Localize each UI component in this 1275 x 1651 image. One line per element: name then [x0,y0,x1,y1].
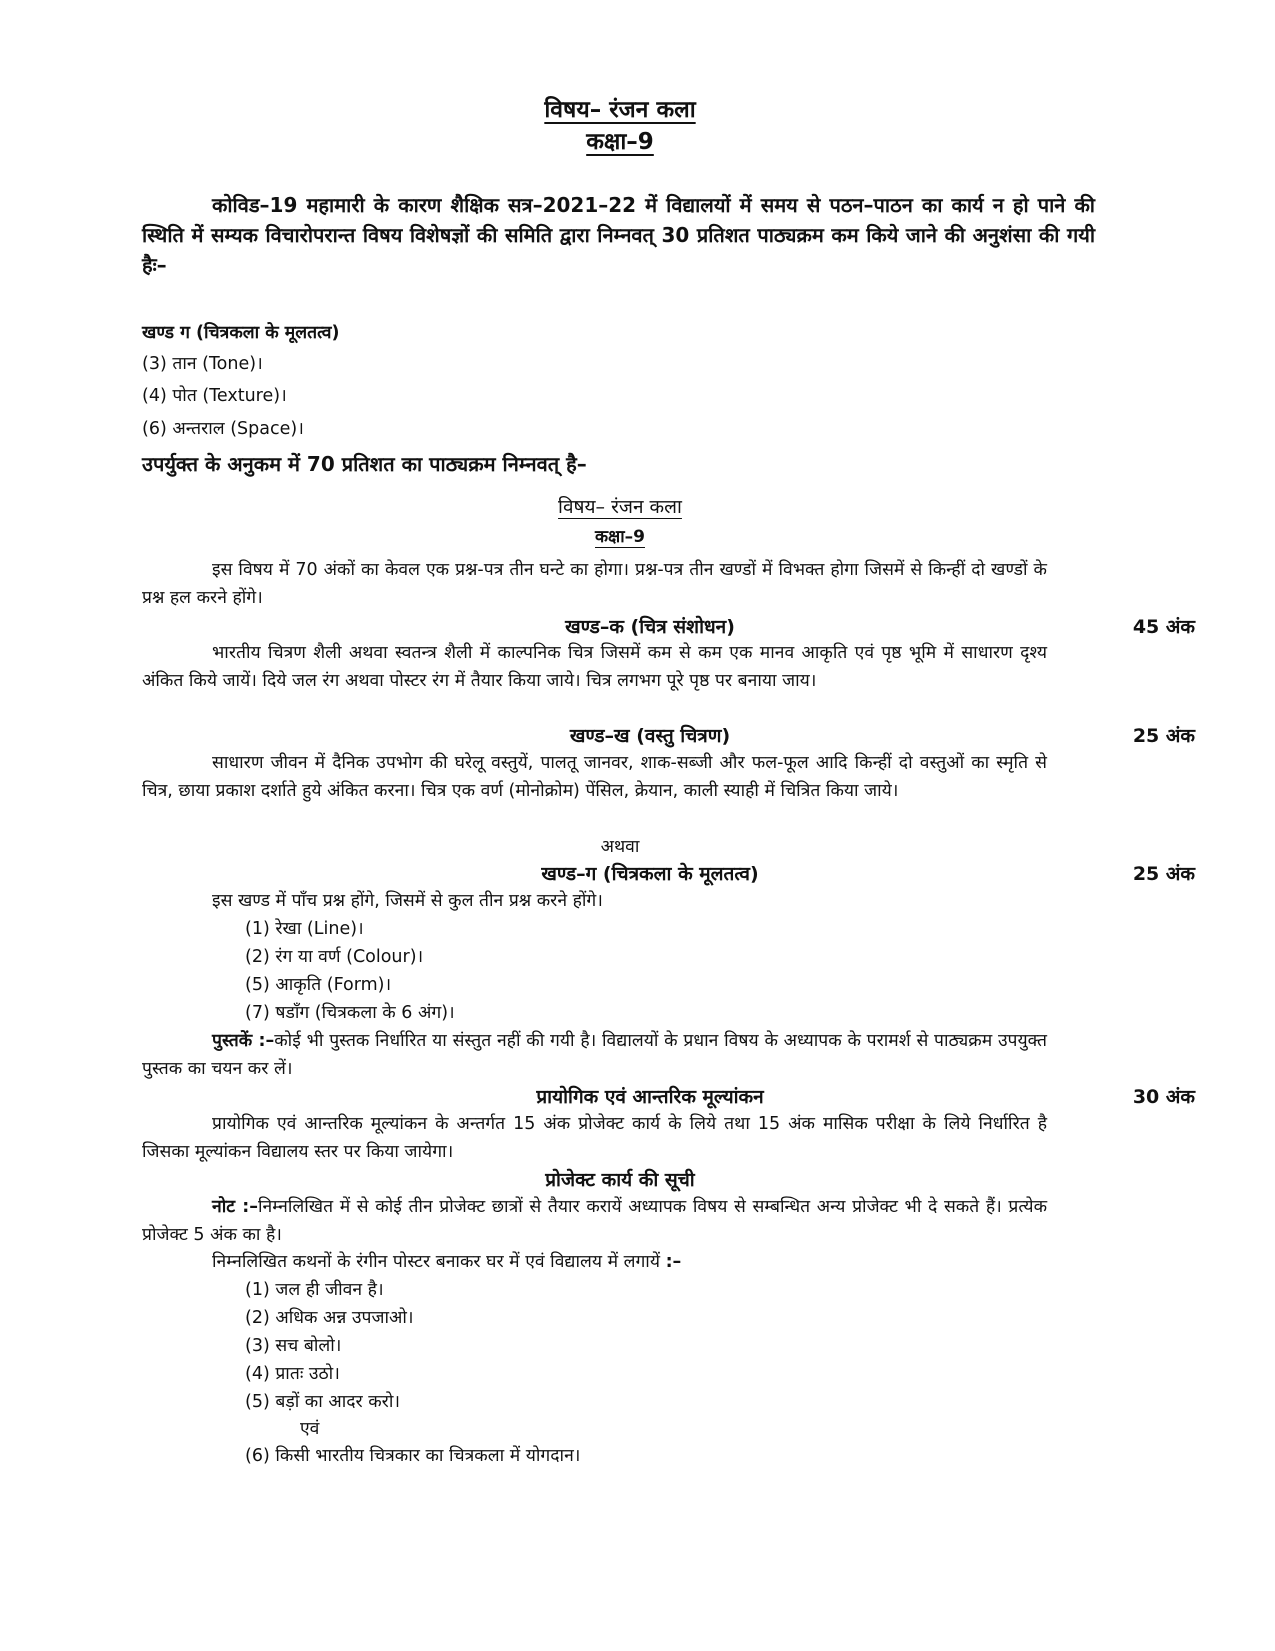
project-item: (4) प्रातः उठो। [245,1364,340,1384]
project-instruction-text: निम्नलिखित कथनों के रंगीन पोस्टर बनाकर घर में एवं विद्यालय में लगायें [212,1252,666,1272]
section-c-text: इस खण्ड में पाँच प्रश्न होंगे, जिसमें से कुल तीन प्रश्न करने होंगे। [212,891,603,911]
project-note-label: नोट :– [212,1197,258,1217]
section-b-text: साधारण जीवन में दैनिक उपभोग की घरेलू वस्तुयें, पालतू जानवर, शाक-सब्जी और फल-फूल आदि किन्हीं दो वस्तुओं का स्मृति से चित्र, छाया प्रकाश दर्शाते हुये अंकित करना। चित्र एक वर्ण (मोनोक्रोम) पेंसिल, क्रेयान, काली स्याही में चित्रित किया जाये। [142,753,1047,801]
project-item: (2) अधिक अन्न उपजाओ। [245,1308,414,1328]
books-paragraph [142,1027,1047,1083]
removed-item: (3) तान (Tone)। [142,354,263,374]
section-c-item: (2) रंग या वर्ण (Colour)। [245,947,424,967]
practical-header [150,1083,1195,1111]
project-note-text: निम्नलिखित में से कोई तीन प्रोजेक्ट छात्रों से तैयार करायें अध्यापक विषय से सम्बन्धित अन्य प्रोजेक्ट भी दे सकते हैं। प्रत्येक प्रोजेक्ट 5 अंक का है। [142,1197,1048,1245]
page-title: विषय– रंजन कला [544,97,696,123]
project-note [142,1193,1047,1249]
section-c-item: (1) रेखा (Line)। [245,919,364,939]
practical-text: प्रायोगिक एवं आन्तरिक मूल्यांकन के अन्तर्गत 15 अंक प्रोजेक्ट कार्य के लिये तथा 15 अंक मासिक परीक्षा के लिये निर्धारित है जिसका मूल्यांकन विद्यालय स्तर पर किया जायेगा। [142,1114,1047,1162]
section-c-item: (7) षडाँग (चित्रकला के 6 अंग)। [245,1003,455,1023]
exam-info: इस विषय में 70 अंकों का केवल एक प्रश्न-पत्र तीन घन्टे का होगा। प्रश्न-पत्र तीन खण्डों में विभक्त होगा जिसमें से किन्हीं दो खण्डों के प्रश्न हल करने होंगे। [142,560,1047,608]
removed-item: (6) अन्तराल (Space)। [142,419,304,439]
practical-title: प्रायोगिक एवं आन्तरिक मूल्यांकन [536,1086,764,1108]
class-title: कक्षा–9 [586,129,654,155]
section-c-item: (5) आकृति (Form)। [245,975,392,995]
practical-marks: 30 अंक [1132,1086,1195,1108]
removed-heading: खण्ड ग (चित्रकला के मूलतत्व) [142,323,340,343]
sub-class: कक्षा–9 [595,527,645,547]
section-b-header [150,722,1195,750]
section-c-title: खण्ड–ग (चित्रकला के मूलतत्व) [541,863,759,885]
project-item: (3) सच बोलो। [245,1336,342,1356]
section-c-header [150,860,1195,888]
syllabus-intro: उपर्युक्त के अनुकम में 70 प्रतिशत का पाठ्यक्रम निम्नवत् है– [142,452,587,476]
project-instruction [212,1249,681,1273]
intro-paragraph: कोविड–19 महामारी के कारण शैक्षिक सत्र–2021–22 में विद्यालयों में समय से पठन–पाठन का कार्य न हो पाने की स्थिति में सम्यक विचारोपरान्त विषय विशेषज्ञों की समिति द्वारा निम्नवत् 30 प्रतिशत पाठ्यक्रम कम किये जाने की अनुशंसा की गयी हैः– [142,193,1095,277]
project-instruction-tail: :– [665,1252,682,1272]
project-title: प्रोजेक्ट कार्य की सूची [545,1169,695,1191]
section-a-title: खण्ड–क (चित्र संशोधन) [565,616,735,638]
section-a-text: भारतीय चित्रण शैली अथवा स्वतन्त्र शैली में काल्पनिक चित्र जिसमें कम से कम एक मानव आकृति एवं पृष्ठ भूमि में साधारण दृश्य अंकित किये जायें। दिये जल रंग अथवा पोस्टर रंग में तैयार किया जाये। चित्र लगभग पूरे पृष्ठ पर बनाया जाय। [142,643,1047,691]
sub-title: विषय– रंजन कला [558,496,682,518]
project-and-label: एवं [300,1419,320,1439]
books-text: कोई भी पुस्तक निर्धारित या संस्तुत नहीं की गयी है। विद्यालयों के प्रधान विषय के अध्यापक के परामर्श से पाठ्यक्रम उपयुक्त पुस्तक का चयन कर लें। [142,1031,1047,1079]
section-b-title: खण्ड–ख (वस्तु चित्रण) [569,725,731,747]
section-c-marks: 25 अंक [1132,863,1195,885]
section-a-header [150,613,1195,641]
section-a-marks: 45 अंक [1132,616,1195,638]
section-b-marks: 25 अंक [1132,725,1195,747]
books-label: पुस्तकें :– [212,1031,275,1051]
project-item: (1) जल ही जीवन है। [245,1280,384,1300]
removed-item: (4) पोत (Texture)। [142,386,287,406]
or-label: अथवा [600,837,640,857]
project-item: (5) बड़ों का आदर करो। [245,1392,400,1412]
project-item-last: (6) किसी भारतीय चित्रकार का चित्रकला में योगदान। [245,1446,581,1466]
